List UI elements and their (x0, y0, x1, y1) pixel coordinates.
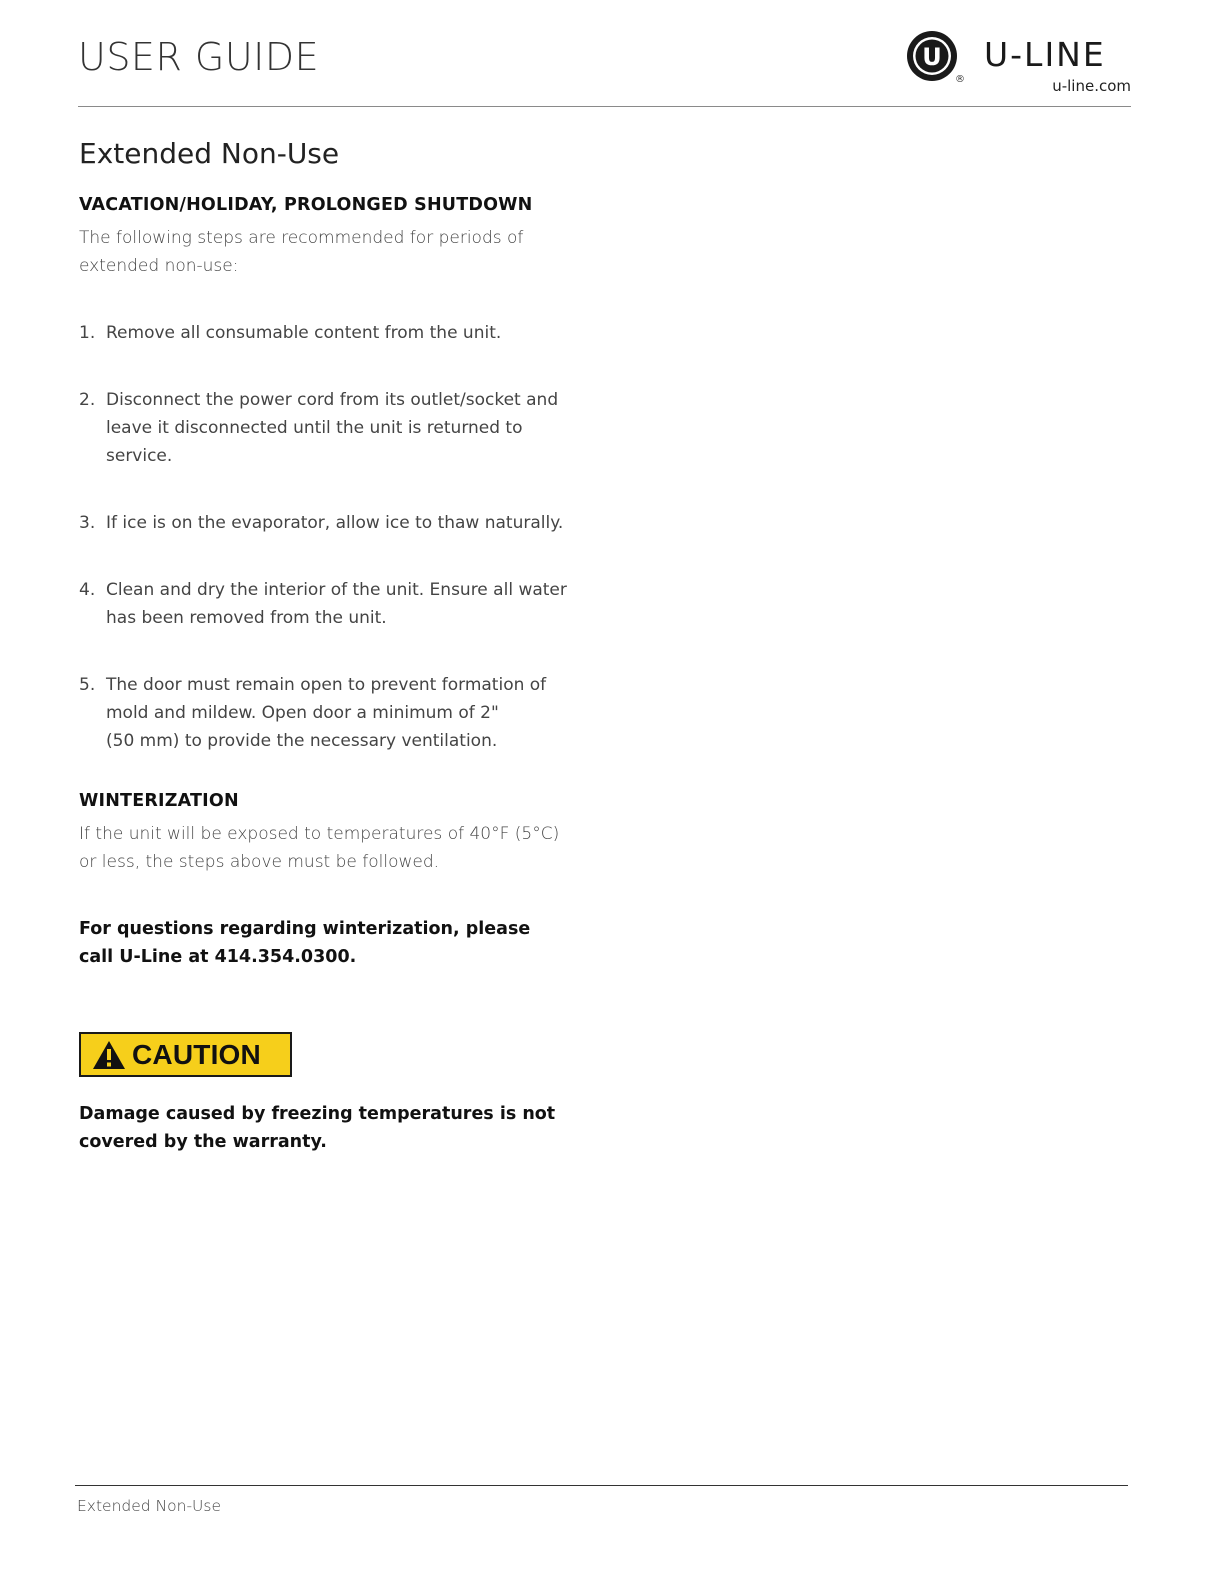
step-text: Remove all consumable content from the unit. (106, 323, 502, 343)
step-text: Disconnect the power cord from its outlet/socket and leave it disconnected until the unit is returned to service. (106, 390, 559, 466)
website-url[interactable]: u-line.com (1052, 77, 1131, 95)
warning-triangle-icon (92, 1040, 126, 1070)
step-item (79, 576, 579, 632)
u-line-logo (906, 30, 1136, 84)
shutdown-steps-list (79, 319, 579, 755)
footer-divider (75, 1485, 1128, 1486)
vacation-intro (79, 224, 579, 280)
step-text: Clean and dry the interior of the unit. Ensure all water has been removed from the unit. (106, 580, 567, 628)
caution-message: Damage caused by freezing temperatures is not covered by the warranty. (79, 1104, 556, 1152)
logo-mark-letter: U (922, 43, 942, 71)
winterization-text: If the unit will be exposed to temperatures of 40°F (5°C) or less, the steps above must be followed. (79, 824, 560, 872)
step-text: If ice is on the evaporator, allow ice to thaw naturally. (106, 513, 564, 533)
registered-mark: ® (955, 74, 965, 84)
step-item (79, 671, 579, 755)
step-text: The door must remain open to prevent formation of mold and mildew. Open door a minimum of 2" (50 mm) to provide the necessary ventilation. (106, 675, 547, 751)
step-item (79, 386, 579, 470)
step-number: 2. (79, 390, 96, 410)
vacation-heading: VACATION/HOLIDAY, PROLONGED SHUTDOWN (79, 195, 533, 215)
caution-label-box (79, 1032, 292, 1077)
section-title: Extended Non-Use (79, 137, 340, 170)
footer-section-name: Extended Non-Use (77, 1497, 221, 1515)
vacation-intro-line: extended non-use: (79, 256, 239, 276)
winterization-contact: For questions regarding winterization, please call U-Line at 414.354.0300. (79, 919, 531, 967)
logo-wordmark: U-LINE (984, 35, 1106, 74)
header-divider (78, 106, 1131, 107)
step-number: 3. (79, 513, 96, 533)
step-item (79, 509, 579, 537)
winterization-heading: WINTERIZATION (79, 791, 239, 811)
step-number: 4. (79, 580, 96, 600)
step-number: 1. (79, 323, 96, 343)
vacation-intro-line: The following steps are recommended for periods of (79, 228, 524, 248)
page-header-title: USER GUIDE (78, 35, 320, 79)
main-content (79, 192, 579, 971)
step-number: 5. (79, 675, 96, 695)
step-item (79, 319, 579, 347)
caution-label: CAUTION (132, 1038, 261, 1070)
